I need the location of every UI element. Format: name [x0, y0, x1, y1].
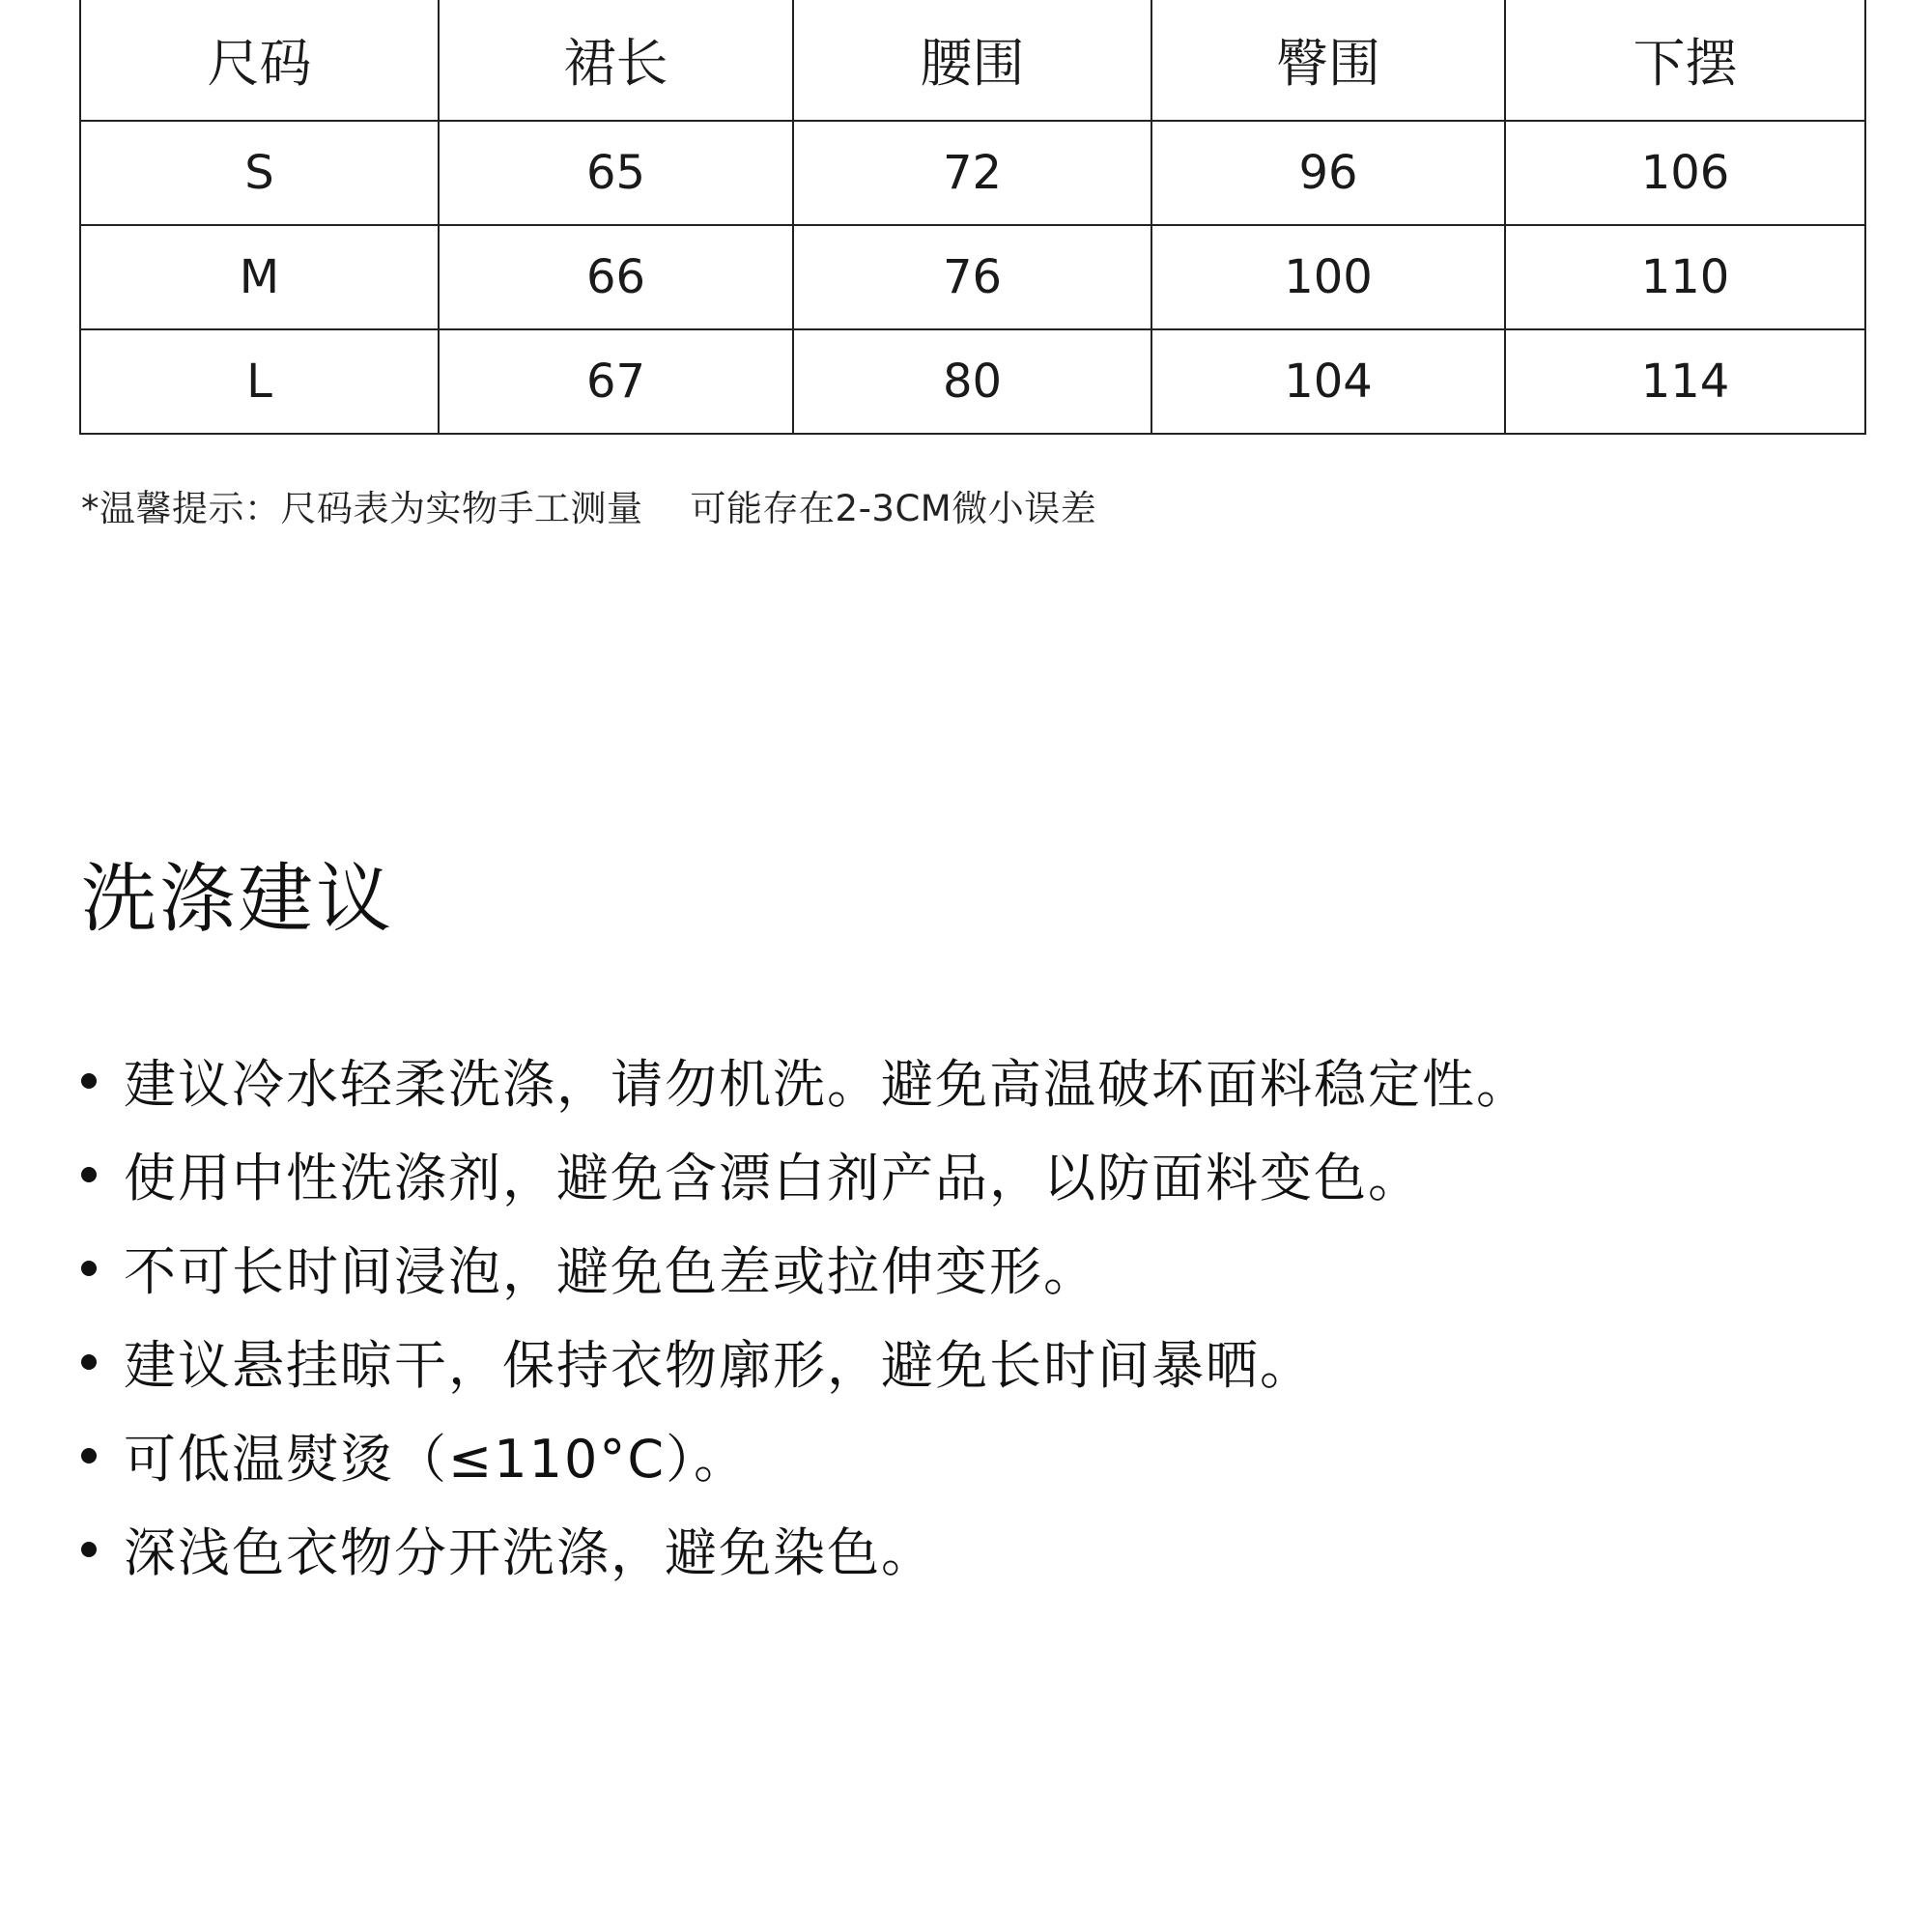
bullet-dot-icon [81, 1167, 97, 1182]
list-item-text: 深浅色衣物分开洗涤，避免染色。 [124, 1522, 935, 1583]
size-chart-table [79, 0, 1866, 435]
bullet-dot-icon [81, 1448, 97, 1463]
size-chart-header-row [80, 0, 1865, 121]
table-cell: 65 [439, 121, 793, 225]
list-item-text: 不可长时间浸泡，避免色差或拉伸变形。 [124, 1241, 1097, 1302]
list-item [81, 1315, 1530, 1408]
bullet-dot-icon [81, 1073, 97, 1089]
table-cell: 66 [439, 225, 793, 329]
table-cell: L [80, 329, 439, 434]
list-item [81, 1034, 1530, 1127]
header-size: 尺码 [80, 0, 439, 121]
header-waist: 腰围 [793, 0, 1151, 121]
table-cell: 110 [1505, 225, 1865, 329]
list-item [81, 1408, 1530, 1502]
table-cell: 96 [1151, 121, 1505, 225]
table-cell: 67 [439, 329, 793, 434]
table-cell: 114 [1505, 329, 1865, 434]
header-hip: 臀围 [1151, 0, 1505, 121]
table-cell: 100 [1151, 225, 1505, 329]
table-cell: 72 [793, 121, 1151, 225]
list-item-text: 建议冷水轻柔洗涤，请勿机洗。避免高温破坏面料稳定性。 [124, 1054, 1530, 1115]
list-item [81, 1127, 1530, 1221]
table-row [80, 121, 1865, 225]
list-item-text: 使用中性洗涤剂，避免含漂白剂产品，以防面料变色。 [124, 1148, 1422, 1208]
table-cell: 76 [793, 225, 1151, 329]
table-cell: 104 [1151, 329, 1505, 434]
bullet-dot-icon [81, 1261, 97, 1276]
care-section-title: 洗涤建议 [81, 856, 395, 943]
list-item [81, 1221, 1530, 1315]
table-row [80, 329, 1865, 434]
list-item-text: 建议悬挂晾干，保持衣物廓形，避免长时间暴晒。 [124, 1335, 1314, 1396]
header-skirt-length: 裙长 [439, 0, 793, 121]
table-cell: 106 [1505, 121, 1865, 225]
table-cell: M [80, 225, 439, 329]
table-cell: S [80, 121, 439, 225]
size-note: *温馨提示：尺码表为实物手工测量 可能存在2-3CM微小误差 [81, 488, 1097, 529]
table-row [80, 225, 1865, 329]
bullet-dot-icon [81, 1354, 97, 1370]
care-instructions-list [81, 1034, 1530, 1596]
header-hem: 下摆 [1505, 0, 1865, 121]
list-item-text: 可低温熨烫（≤110°C）。 [124, 1429, 749, 1490]
table-cell: 80 [793, 329, 1151, 434]
list-item [81, 1502, 1530, 1596]
bullet-dot-icon [81, 1542, 97, 1557]
